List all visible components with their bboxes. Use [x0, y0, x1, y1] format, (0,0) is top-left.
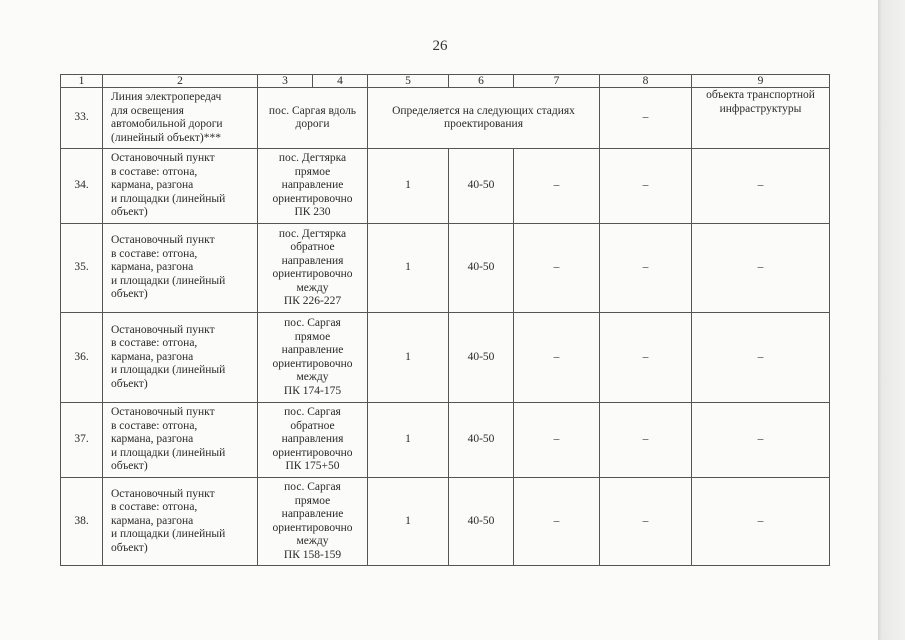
- text-line: Остановочный пункт: [111, 323, 215, 336]
- cell-col5: 1: [368, 403, 449, 478]
- text-line: дороги: [295, 118, 330, 130]
- table-row: [61, 403, 830, 478]
- cell-col5: 1: [368, 149, 449, 224]
- header-cell: 4: [313, 75, 368, 88]
- row-number: 37.: [61, 403, 103, 478]
- header-cell: 6: [449, 75, 514, 88]
- cell-col6: 40-50: [449, 149, 514, 224]
- cell-col5: 1: [368, 313, 449, 403]
- text-line: между: [296, 371, 329, 383]
- page-number: 26: [432, 38, 448, 54]
- text-line: объект): [111, 288, 148, 301]
- cell-col7: –: [514, 403, 600, 478]
- cell-col8: –: [600, 403, 692, 478]
- cell-col8: –: [600, 224, 692, 313]
- text-line: ПК 158-159: [283, 548, 342, 561]
- cell-col9: –: [692, 313, 830, 403]
- text-line: кармана, разгона: [111, 514, 194, 527]
- table-row: [61, 149, 830, 224]
- cell-col5: 1: [368, 478, 449, 566]
- header-row: [61, 75, 830, 88]
- text-line: объект): [111, 460, 148, 473]
- cell-col9: –: [692, 403, 830, 478]
- text-line: направления: [281, 433, 344, 446]
- text-line: для освещения: [111, 104, 184, 117]
- text-line: объект): [111, 541, 148, 554]
- text-line: ПК 226-227: [283, 295, 342, 307]
- object-location: [258, 403, 368, 478]
- cell-col6: 40-50: [449, 478, 514, 566]
- text-line: в составе: отгона,: [111, 419, 198, 432]
- merged-note-cell: [368, 88, 600, 149]
- cell-col8: –: [600, 149, 692, 224]
- text-line: кармана, разгона: [111, 433, 194, 446]
- text-line: прямое: [294, 494, 331, 507]
- object-location: [258, 313, 368, 403]
- row-number: 38.: [61, 478, 103, 566]
- text-line: направление: [281, 179, 344, 192]
- cell-col9: –: [692, 149, 830, 224]
- text-line: в составе: отгона,: [111, 247, 198, 260]
- row-number: 35.: [61, 224, 103, 313]
- row-number: 36.: [61, 313, 103, 403]
- text-line: Остановочный пункт: [111, 152, 215, 165]
- objects-table: [60, 74, 830, 566]
- text-line: объект): [111, 377, 148, 390]
- text-line: Остановочный пункт: [111, 234, 215, 247]
- text-line: (линейный объект)***: [111, 131, 221, 144]
- cell-col8: –: [600, 478, 692, 566]
- text-line: кармана, разгона: [111, 179, 194, 192]
- text-line: в составе: отгона,: [111, 165, 198, 178]
- object-name: [103, 478, 258, 566]
- text-line: в составе: отгона,: [111, 501, 198, 514]
- object-name: [103, 88, 258, 149]
- text-line: между: [296, 281, 329, 294]
- text-line: прямое: [294, 330, 331, 343]
- cell-col6: 40-50: [449, 313, 514, 403]
- cell-col8: –: [600, 313, 692, 403]
- page-edge-shadow: [878, 0, 905, 640]
- cell-col6: 40-50: [449, 403, 514, 478]
- text-line: проектирования: [444, 118, 523, 130]
- table-row: [61, 313, 830, 403]
- header-cell: 8: [600, 75, 692, 88]
- text-line: Остановочный пункт: [111, 487, 215, 500]
- header-cell: 7: [514, 75, 600, 88]
- text-line: обратное: [290, 419, 335, 432]
- object-name: [103, 224, 258, 313]
- text-line: Остановочный пункт: [111, 406, 215, 419]
- text-line: ориентировочно: [272, 446, 353, 459]
- text-line: пос. Саргая: [284, 481, 341, 493]
- object-location: [258, 478, 368, 566]
- row-number: 34.: [61, 149, 103, 224]
- text-line: Линия электропередач: [111, 91, 222, 103]
- header-cell: 9: [692, 75, 830, 88]
- cell-col7: –: [514, 478, 600, 566]
- text-line: ПК 174-175: [283, 384, 342, 397]
- object-name: [103, 313, 258, 403]
- text-line: ориентировочно: [272, 268, 353, 280]
- text-line: прямое: [294, 165, 331, 178]
- text-line: между: [296, 535, 329, 547]
- text-line: объект): [111, 206, 148, 219]
- header-cell: 3: [258, 75, 313, 88]
- text-line: ориентировочно: [272, 357, 353, 370]
- text-line: и площадки (линейный: [111, 528, 226, 541]
- text-line: ориентировочно: [272, 192, 353, 205]
- cell-col9: [692, 88, 830, 149]
- text-line: пос. Саргая: [284, 406, 341, 419]
- text-line: автомобильной дороги: [111, 118, 223, 130]
- cell-col5: 1: [368, 224, 449, 313]
- text-line: и площадки (линейный: [111, 446, 226, 459]
- table-row: [61, 478, 830, 566]
- text-line: направление: [281, 344, 344, 356]
- object-name: [103, 403, 258, 478]
- text-line: и площадки (линейный: [111, 192, 226, 205]
- cell-col7: –: [514, 313, 600, 403]
- object-name: [103, 149, 258, 224]
- text-line: инфраструктуры: [719, 102, 802, 115]
- header-cell: 2: [103, 75, 258, 88]
- object-location: [258, 224, 368, 313]
- text-line: и площадки (линейный: [111, 364, 226, 377]
- text-line: ПК 175+50: [285, 460, 340, 473]
- header-cell: 5: [368, 75, 449, 88]
- object-location: [258, 88, 368, 149]
- cell-col9: –: [692, 478, 830, 566]
- cell-col7: –: [514, 224, 600, 313]
- text-line: направление: [281, 508, 344, 520]
- text-line: пос. Дегтярка: [278, 227, 347, 240]
- text-line: объекта транспортной: [706, 89, 815, 101]
- cell-col9: –: [692, 224, 830, 313]
- text-line: кармана, разгона: [111, 261, 194, 274]
- text-line: направления: [281, 254, 344, 267]
- table-row: [61, 88, 830, 149]
- text-line: Определяется на следующих стадиях: [392, 104, 575, 117]
- header-cell: 1: [61, 75, 103, 88]
- row-number: 33.: [61, 88, 103, 149]
- text-line: пос. Дегтярка: [278, 152, 347, 165]
- text-line: кармана, разгона: [111, 350, 194, 363]
- text-line: в составе: отгона,: [111, 337, 198, 350]
- cell-col8: –: [600, 88, 692, 149]
- object-location: [258, 149, 368, 224]
- cell-col7: –: [514, 149, 600, 224]
- text-line: пос. Саргая вдоль: [268, 104, 357, 117]
- text-line: пос. Саргая: [284, 317, 341, 329]
- table-row: [61, 224, 830, 313]
- text-line: ПК 230: [294, 206, 331, 219]
- cell-col6: 40-50: [449, 224, 514, 313]
- text-line: ориентировочно: [272, 521, 353, 534]
- text-line: и площадки (линейный: [111, 274, 226, 287]
- text-line: обратное: [290, 241, 335, 253]
